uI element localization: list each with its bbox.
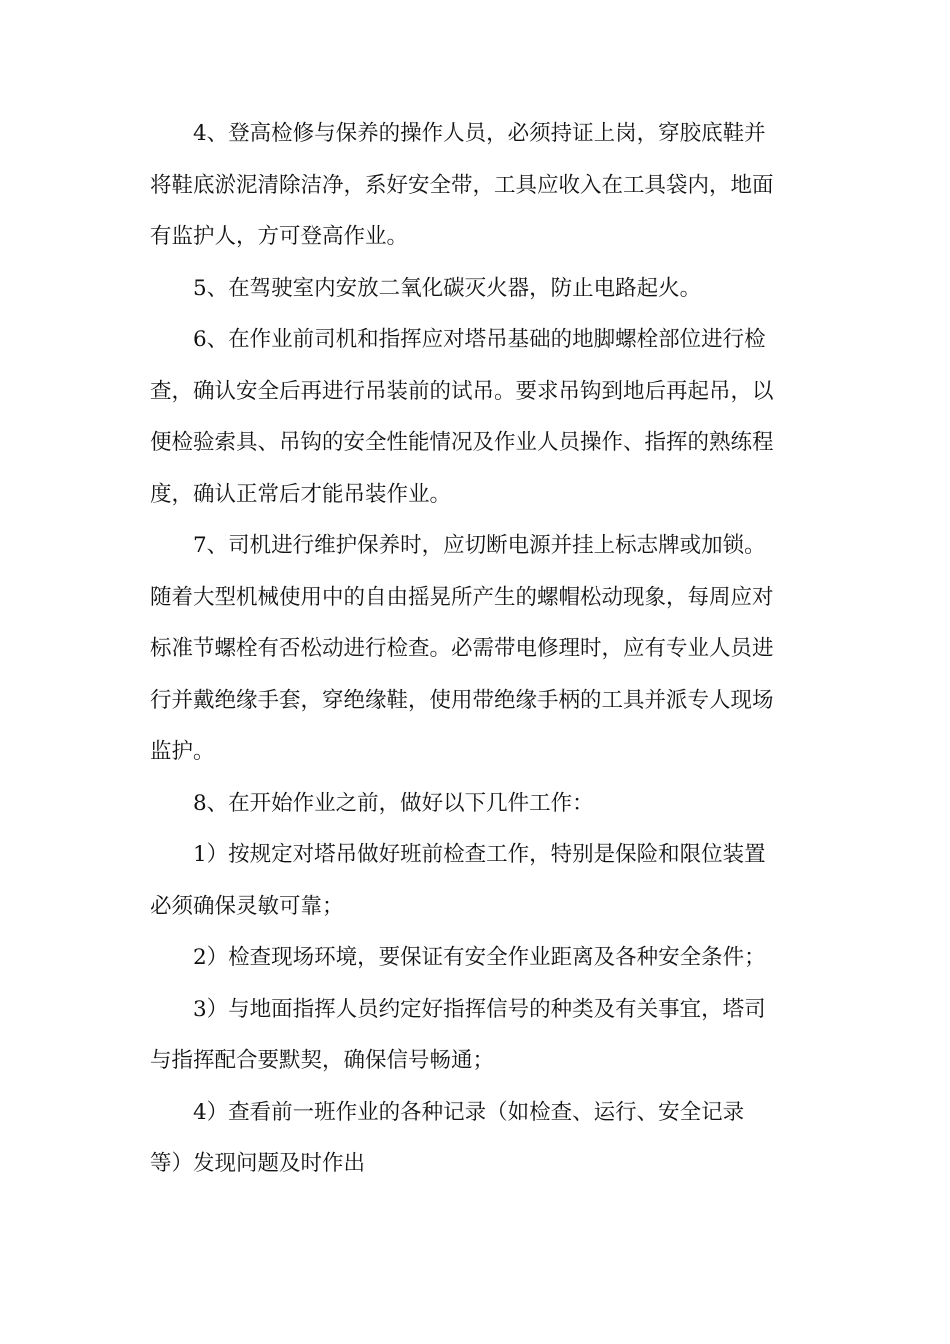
text-line: 3）与地面指挥人员约定好指挥信号的种类及有关事宜，塔司 [193,996,766,1022]
text-line: 监护。 [150,739,215,764]
text-line: 查，确认安全后再进行吊装前的试吊。要求吊钩到地后再起吊，以 [150,378,774,404]
text-line: 1）按规定对塔吊做好班前检查工作，特别是保险和限位装置 [193,842,766,867]
text-line: 度，确认正常后才能吊装作业。 [150,481,452,507]
text-line: 2）检查现场环境，要保证有安全作业距离及各种安全条件； [193,945,766,970]
text-line: 6、在作业前司机和指挥应对塔吊基础的地脚螺栓部位进行检 [193,327,766,352]
list-item [150,984,800,1087]
list-item [150,829,800,932]
text-line: 7、司机进行维护保养时，应切断电源并挂上标志牌或加锁。 [193,533,766,558]
paragraph [150,314,800,520]
text-line: 行并戴绝缘手套，穿绝缘鞋，使用带绝缘手柄的工具并派专人现场 [150,687,774,713]
text-line: 必须确保灵敏可靠； [150,893,344,919]
text-line: 将鞋底淤泥清除洁净，系好安全带，工具应收入在工具袋内，地面 [150,172,774,198]
text-line: 随着大型机械使用中的自由摇晃所产生的螺帽松动现象，每周应对 [150,584,774,610]
text-line: 便检验索具、吊钩的安全性能情况及作业人员操作、指挥的熟练程 [150,430,774,455]
text-line: 4、登高检修与保养的操作人员，必须持证上岗，穿胶底鞋并 [193,121,766,146]
text-line: 等）发现问题及时作出 [150,1151,366,1176]
list-item [150,1087,800,1190]
text-line: 与指挥配合要默契，确保信号畅通； [150,1048,495,1073]
text-line: 标准节螺栓有否松动进行检查。必需带电修理时，应有专业人员进 [150,636,774,661]
text-line: 有监护人，方可登高作业。 [150,224,409,249]
text-line: 8、在开始作业之前，做好以下几件工作： [193,790,594,816]
document-page [150,108,800,1190]
paragraph [150,263,800,315]
list-item [150,932,800,984]
paragraph [150,108,800,263]
text-line: 5、在驾驶室内安放二氧化碳灭火器，防止电路起火。 [193,275,702,301]
paragraph [150,778,800,830]
paragraph [150,520,800,778]
text-line: 4）查看前一班作业的各种记录（如检查、运行、安全记录 [193,1099,745,1125]
